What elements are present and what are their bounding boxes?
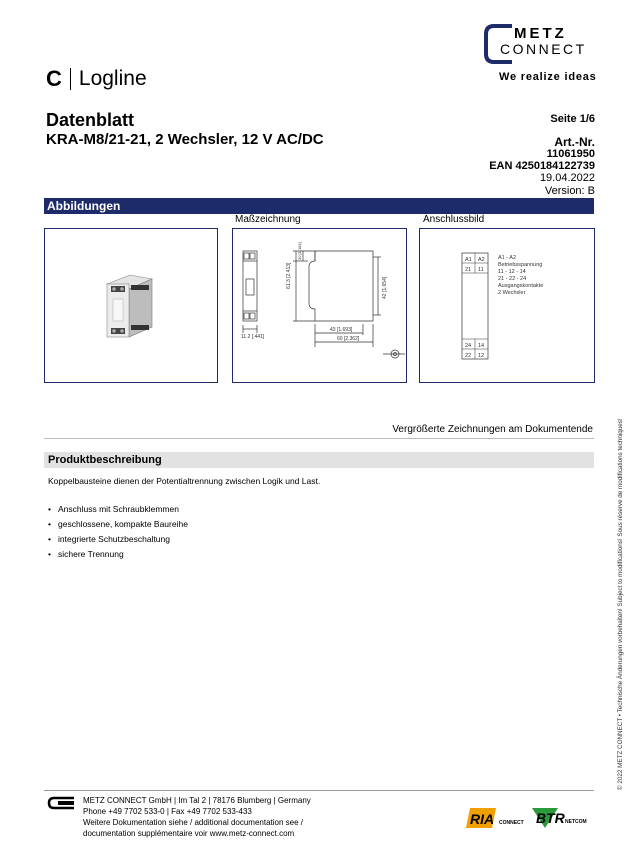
logline-brand (46, 66, 147, 92)
page-title: Datenblatt (46, 110, 135, 130)
svg-text:NETCOM: NETCOM (565, 819, 587, 825)
dimension-drawing-frame (232, 228, 407, 383)
legend-line: Betriebsspannung (498, 262, 543, 268)
copyright-side-note: © 2022 METZ CONNECT • Technische Änderungen vorbehalten! Subject to modifications! Sous réserve de modifications techniques! (617, 418, 624, 790)
footer-line: documentation supplémentaire voir www.metz-connect.com (83, 829, 295, 838)
terminal-24: 24 (465, 343, 472, 349)
list-item: • geschlossene, kompakte Baureihe (48, 519, 188, 529)
dim-height-total: 61.3 [2.413] (286, 262, 292, 289)
tagline: We realize ideas (499, 71, 597, 83)
dim-height-top: 30 [1.181] (297, 242, 302, 260)
logline-text: Logline (78, 67, 147, 90)
dim-height-rail: 42 [1.654] (382, 276, 388, 299)
section-header-product: Produktbeschreibung (44, 452, 594, 468)
svg-text:CONNECT: CONNECT (499, 820, 524, 826)
terminal-a2: A2 (478, 257, 485, 263)
list-item: • integrierte Schutzbeschaltung (48, 534, 170, 544)
section-header-images: Abbildungen (44, 198, 594, 214)
dim-width: 11.2 [.441] (241, 334, 265, 340)
terminal-11: 11 (478, 267, 484, 273)
list-item: • sichere Trennung (48, 549, 124, 559)
dimension-drawing (233, 229, 405, 381)
document-version: Version: B (544, 185, 595, 197)
terminal-22: 22 (465, 353, 472, 359)
footer-line: METZ CONNECT GmbH | Im Tal 2 | 78176 Blumberg | Germany (83, 796, 311, 805)
document-date: 19.04.2022 (539, 172, 595, 184)
feature-list (48, 504, 188, 564)
connection-diagram (420, 229, 593, 381)
ean-number: EAN 4250184122739 (489, 160, 595, 172)
legend-line: 2 Wechsler (498, 290, 526, 296)
svg-text:BTR: BTR (536, 810, 565, 826)
terminal-a1: A1 (465, 257, 472, 263)
divider (44, 438, 594, 439)
footer-line: Weitere Dokumentation siehe / additional documentation see / (83, 818, 303, 827)
ria-connect-logo (466, 806, 528, 835)
logline-c: C (46, 66, 62, 91)
enlarged-drawings-note: Vergrößerte Zeichnungen am Dokumentende (392, 424, 593, 435)
label-connection-diagram: Anschlussbild (423, 214, 485, 225)
legend-line: 21 - 22 - 24 (498, 276, 527, 282)
metz-footer-icon (46, 796, 78, 810)
dim-depth-inner: 43 [1.693] (330, 327, 353, 333)
connect-wordmark: CONNECT (500, 41, 587, 57)
label-dimension-drawing: Maßzeichnung (235, 214, 301, 225)
metz-wordmark: METZ (514, 25, 567, 42)
legend-line: Ausgangskontakte (498, 283, 544, 289)
product-description: Koppelbausteine dienen der Potentialtrennung zwischen Logik und Last. (48, 476, 321, 486)
btr-netcom-logo (532, 806, 594, 835)
footer-address (83, 795, 311, 839)
product-photo-frame (44, 228, 218, 383)
product-subtitle: KRA-M8/21-21, 2 Wechsler, 12 V AC/DC (46, 131, 324, 148)
legend-line: 11 - 12 - 14 (498, 269, 526, 275)
list-item: • Anschluss mit Schraubklemmen (48, 504, 179, 514)
connection-diagram-frame (419, 228, 595, 383)
metz-connect-logo (482, 22, 597, 83)
legend-line: A1 - A2 (498, 255, 517, 261)
art-label: Art.-Nr. (554, 135, 595, 149)
footer-line: Phone +49 7702 533-0 | Fax +49 7702 533-433 (83, 807, 252, 816)
terminal-12: 12 (478, 353, 485, 359)
terminal-14: 14 (478, 343, 485, 349)
product-photo (45, 229, 216, 381)
art-number: 11061950 (546, 148, 595, 160)
logline-divider (70, 68, 71, 90)
dim-depth-total: 60 [2.362] (337, 336, 360, 342)
page-number: Seite 1/6 (550, 113, 595, 125)
footer-divider (44, 790, 594, 791)
terminal-21: 21 (465, 267, 472, 273)
svg-text:RIA: RIA (470, 811, 495, 827)
